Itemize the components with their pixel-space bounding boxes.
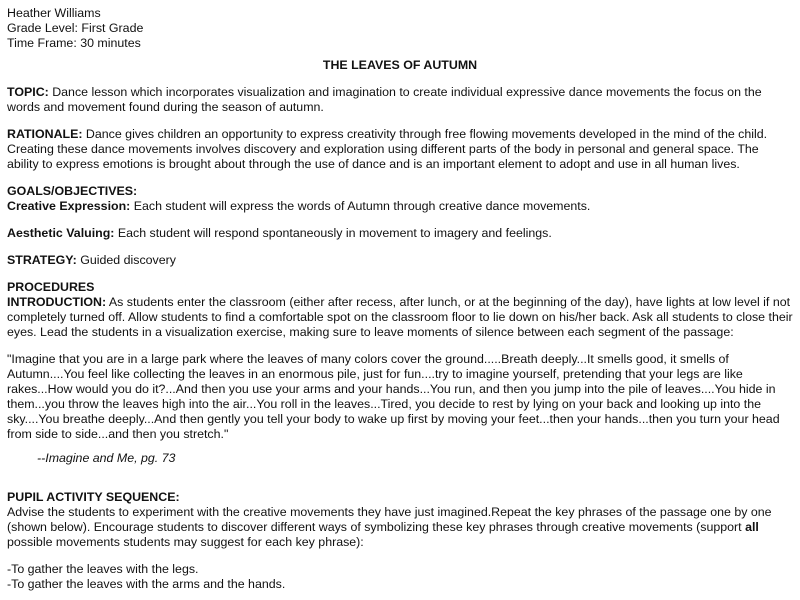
key-phrase-list	[7, 562, 793, 592]
strategy-label: STRATEGY:	[7, 253, 77, 267]
creative-expression-label: Creative Expression:	[7, 199, 131, 213]
grade-level: Grade Level: First Grade	[7, 21, 144, 35]
rationale-text: Dance gives children an opportunity to express creativity through free flowing movements developed in the mind of the child. Creating these dance movements involves discovery and exploration using different parts of the body in personal and general space. The ability to express emotions is brought about through the use of dance and is an important element to adopt and use in all human lives.	[7, 127, 768, 171]
strategy-text: Guided discovery	[76, 253, 176, 267]
strategy-section	[7, 253, 793, 268]
pupil-activity-text	[7, 505, 793, 550]
pupil-activity-text-end: possible movements students may suggest for each key phrase):	[7, 535, 364, 549]
list-item: -To gather the leaves with the legs.	[7, 562, 199, 576]
goals-section	[7, 184, 793, 214]
goals-heading: GOALS/OBJECTIVES:	[7, 184, 138, 198]
list-item: -To gather the leaves with the arms and the hands.	[7, 577, 286, 591]
pupil-activity-section	[7, 490, 793, 592]
topic-section	[7, 85, 793, 115]
time-frame: Time Frame: 30 minutes	[7, 36, 141, 50]
lesson-title: THE LEAVES OF AUTUMN	[322, 58, 478, 72]
aesthetic-valuing-text: Each student will respond spontaneously in movement to imagery and feelings.	[114, 226, 552, 240]
pupil-activity-heading: PUPIL ACTIVITY SEQUENCE:	[7, 490, 180, 504]
document-header	[7, 6, 793, 51]
pupil-activity-text-part: Advise the students to experiment with the creative movements they have just imagined.Repeat the key phrases of the passage one by one (shown below). Encourage students to discover different ways of symbolizing these key phrases through creative movements (support	[7, 505, 772, 534]
pupil-activity-emphasis: all	[745, 520, 759, 534]
rationale-section	[7, 127, 793, 172]
topic-label: TOPIC:	[7, 85, 49, 99]
topic-text: Dance lesson which incorporates visualization and imagination to create individual expressive dance movements the focus on the words and movement found during the season of autumn.	[7, 85, 762, 114]
creative-expression-text: Each student will express the words of Autumn through creative dance movements.	[130, 199, 591, 213]
introduction-text: As students enter the classroom (either after recess, after lunch, or at the beginning of the day), have lights at low level if not completely turned off. Allow students to find a comfortable spot on the classroom floor to lie down on his/her back. Ask all students to close their eyes. Lead the students in a visualization exercise, making sure to leave moments of silence between each segment of the passage:	[7, 295, 793, 339]
aesthetic-valuing-label: Aesthetic Valuing:	[7, 226, 115, 240]
rationale-label: RATIONALE:	[7, 127, 83, 141]
author-name: Heather Williams	[7, 6, 101, 20]
visualization-quote: "Imagine that you are in a large park where the leaves of many colors cover the ground.....Breath deeply...It smells good, it smells of Autumn....You feel like collecting the leaves in an enormous pile, just for fun....try to imagine yourself, pretending that your legs are like rakes...How would you do it?...And then you use your arms and your hands...You run, and then you jump into the pile of leaves....You hide in them...you throw the leaves high into the air...You roll in the leaves...Tired, you decide to rest by lying on your back and looking up into the sky....You breathe deeply...And then gently you tell your body to wake up first by moving your feet...then your hands...then you turn your head from side to side...and then you stretch."	[7, 352, 780, 441]
introduction-label: INTRODUCTION:	[7, 295, 107, 309]
aesthetic-valuing-section	[7, 226, 793, 241]
quote-citation: --Imagine and Me, pg. 73	[37, 451, 176, 465]
procedures-heading: PROCEDURES	[7, 280, 95, 294]
procedures-section	[7, 280, 793, 466]
